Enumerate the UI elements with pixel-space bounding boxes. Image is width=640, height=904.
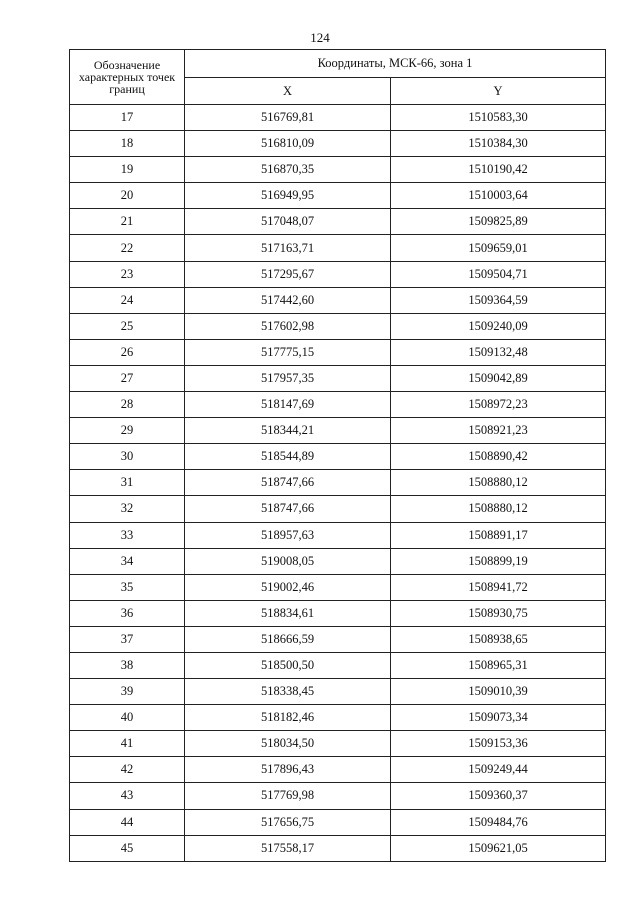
table-row bbox=[70, 626, 606, 652]
table-row bbox=[70, 496, 606, 522]
y-cell: 1509073,34 bbox=[391, 705, 606, 731]
table-row bbox=[70, 548, 606, 574]
y-cell: 1510003,64 bbox=[391, 183, 606, 209]
point-cell: 24 bbox=[70, 287, 185, 313]
point-cell: 26 bbox=[70, 339, 185, 365]
y-cell: 1509153,36 bbox=[391, 731, 606, 757]
y-cell: 1508930,75 bbox=[391, 600, 606, 626]
y-cell: 1508891,17 bbox=[391, 522, 606, 548]
x-cell: 519002,46 bbox=[185, 574, 391, 600]
point-cell: 44 bbox=[70, 809, 185, 835]
point-cell: 22 bbox=[70, 235, 185, 261]
y-cell: 1509659,01 bbox=[391, 235, 606, 261]
point-cell: 42 bbox=[70, 757, 185, 783]
point-cell: 34 bbox=[70, 548, 185, 574]
x-cell: 517048,07 bbox=[185, 209, 391, 235]
x-cell: 517957,35 bbox=[185, 365, 391, 391]
x-cell: 517775,15 bbox=[185, 339, 391, 365]
x-cell: 518034,50 bbox=[185, 731, 391, 757]
y-column-header: Y bbox=[391, 78, 606, 105]
point-cell: 19 bbox=[70, 157, 185, 183]
table-row bbox=[70, 652, 606, 678]
point-cell: 28 bbox=[70, 392, 185, 418]
point-cell: 18 bbox=[70, 131, 185, 157]
y-cell: 1509240,09 bbox=[391, 313, 606, 339]
point-cell: 29 bbox=[70, 418, 185, 444]
x-cell: 518182,46 bbox=[185, 705, 391, 731]
x-cell: 518500,50 bbox=[185, 652, 391, 678]
x-cell: 517656,75 bbox=[185, 809, 391, 835]
x-cell: 516949,95 bbox=[185, 183, 391, 209]
table-row bbox=[70, 313, 606, 339]
table-row bbox=[70, 105, 606, 131]
x-cell: 516870,35 bbox=[185, 157, 391, 183]
y-cell: 1508921,23 bbox=[391, 418, 606, 444]
x-cell: 518747,66 bbox=[185, 496, 391, 522]
y-cell: 1510190,42 bbox=[391, 157, 606, 183]
y-cell: 1508941,72 bbox=[391, 574, 606, 600]
table-row bbox=[70, 418, 606, 444]
point-cell: 31 bbox=[70, 470, 185, 496]
y-cell: 1510583,30 bbox=[391, 105, 606, 131]
y-cell: 1509621,05 bbox=[391, 835, 606, 861]
x-cell: 517442,60 bbox=[185, 287, 391, 313]
x-cell: 516769,81 bbox=[185, 105, 391, 131]
y-cell: 1508890,42 bbox=[391, 444, 606, 470]
point-cell: 40 bbox=[70, 705, 185, 731]
table-row bbox=[70, 757, 606, 783]
y-cell: 1509364,59 bbox=[391, 287, 606, 313]
x-cell: 517896,43 bbox=[185, 757, 391, 783]
point-cell: 41 bbox=[70, 731, 185, 757]
table-row bbox=[70, 183, 606, 209]
table-row bbox=[70, 235, 606, 261]
designation-header: Обозначение характерных точек границ bbox=[70, 50, 185, 105]
y-cell: 1508880,12 bbox=[391, 470, 606, 496]
y-cell: 1508880,12 bbox=[391, 496, 606, 522]
table-row bbox=[70, 131, 606, 157]
x-cell: 517602,98 bbox=[185, 313, 391, 339]
table-row bbox=[70, 392, 606, 418]
table-row bbox=[70, 365, 606, 391]
y-cell: 1510384,30 bbox=[391, 131, 606, 157]
point-cell: 30 bbox=[70, 444, 185, 470]
x-cell: 518544,89 bbox=[185, 444, 391, 470]
y-cell: 1509132,48 bbox=[391, 339, 606, 365]
point-cell: 45 bbox=[70, 835, 185, 861]
x-cell: 518344,21 bbox=[185, 418, 391, 444]
point-cell: 25 bbox=[70, 313, 185, 339]
table-row bbox=[70, 835, 606, 861]
table-row bbox=[70, 444, 606, 470]
page-number: 124 bbox=[310, 30, 330, 45]
x-cell: 518338,45 bbox=[185, 679, 391, 705]
point-cell: 20 bbox=[70, 183, 185, 209]
x-cell: 518147,69 bbox=[185, 392, 391, 418]
x-cell: 516810,09 bbox=[185, 131, 391, 157]
table-row bbox=[70, 600, 606, 626]
table-row bbox=[70, 261, 606, 287]
table-row bbox=[70, 157, 606, 183]
y-cell: 1508965,31 bbox=[391, 652, 606, 678]
table-header bbox=[70, 50, 606, 105]
point-cell: 21 bbox=[70, 209, 185, 235]
y-cell: 1508899,19 bbox=[391, 548, 606, 574]
table-row bbox=[70, 679, 606, 705]
table-row bbox=[70, 522, 606, 548]
x-cell: 517769,98 bbox=[185, 783, 391, 809]
table-row bbox=[70, 574, 606, 600]
table-row bbox=[70, 209, 606, 235]
table-row bbox=[70, 731, 606, 757]
x-cell: 517163,71 bbox=[185, 235, 391, 261]
point-cell: 37 bbox=[70, 626, 185, 652]
y-cell: 1508938,65 bbox=[391, 626, 606, 652]
point-cell: 36 bbox=[70, 600, 185, 626]
coordinates-table bbox=[69, 49, 606, 862]
point-cell: 35 bbox=[70, 574, 185, 600]
point-cell: 32 bbox=[70, 496, 185, 522]
point-cell: 27 bbox=[70, 365, 185, 391]
x-cell: 519008,05 bbox=[185, 548, 391, 574]
y-cell: 1509042,89 bbox=[391, 365, 606, 391]
y-cell: 1509360,37 bbox=[391, 783, 606, 809]
table-row bbox=[70, 470, 606, 496]
point-cell: 38 bbox=[70, 652, 185, 678]
table-row bbox=[70, 705, 606, 731]
coord-system-header: Координаты, МСК-66, зона 1 bbox=[185, 50, 606, 78]
point-cell: 17 bbox=[70, 105, 185, 131]
point-cell: 23 bbox=[70, 261, 185, 287]
x-cell: 518834,61 bbox=[185, 600, 391, 626]
point-cell: 39 bbox=[70, 679, 185, 705]
table-row bbox=[70, 809, 606, 835]
x-cell: 518666,59 bbox=[185, 626, 391, 652]
table-row bbox=[70, 339, 606, 365]
y-cell: 1508972,23 bbox=[391, 392, 606, 418]
x-column-header: X bbox=[185, 78, 391, 105]
point-cell: 43 bbox=[70, 783, 185, 809]
y-cell: 1509010,39 bbox=[391, 679, 606, 705]
x-cell: 517558,17 bbox=[185, 835, 391, 861]
x-cell: 518957,63 bbox=[185, 522, 391, 548]
table-row bbox=[70, 783, 606, 809]
table-row bbox=[70, 287, 606, 313]
x-cell: 518747,66 bbox=[185, 470, 391, 496]
x-cell: 517295,67 bbox=[185, 261, 391, 287]
point-cell: 33 bbox=[70, 522, 185, 548]
y-cell: 1509504,71 bbox=[391, 261, 606, 287]
y-cell: 1509249,44 bbox=[391, 757, 606, 783]
y-cell: 1509484,76 bbox=[391, 809, 606, 835]
y-cell: 1509825,89 bbox=[391, 209, 606, 235]
table-body bbox=[70, 105, 606, 862]
